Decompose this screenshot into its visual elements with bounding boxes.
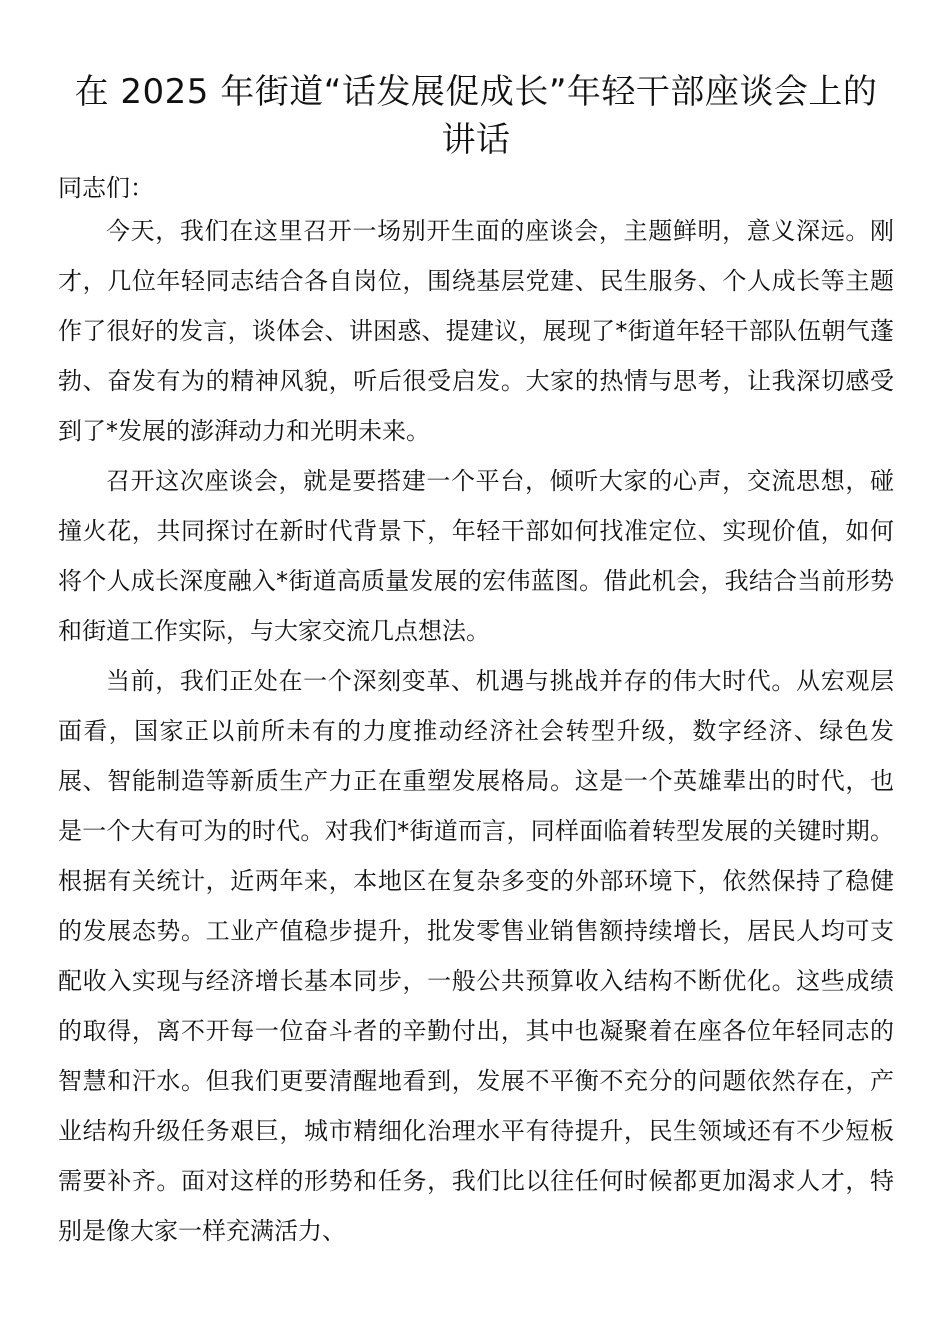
paragraph-1: 今天，我们在这里召开一场别开生面的座谈会，主题鲜明，意义深远。刚才，几位年轻同志结合各自岗位，围绕基层党建、民生服务、个人成长等主题作了很好的发言，谈体会、讲困惑、提建议，展现了*街道年轻干部队伍朝气蓬勃、奋发有为的精神风貌，听后很受启发。大家的热情与思考，让我深切感受到了*发展的澎湃动力和光明未来。 xyxy=(58,217,894,445)
paragraph-3: 当前，我们正处在一个深刻变革、机遇与挑战并存的伟大时代。从宏观层面看，国家正以前所未有的力度推动经济社会转型升级，数字经济、绿色发展、智能制造等新质生产力正在重塑发展格局。这是一个英雄辈出的时代，也是一个大有可为的时代。对我们*街道而言，同样面临着转型发展的关键时期。根据有关统计，近两年来，本地区在复杂多变的外部环境下，依然保持了稳健的发展态势。工业产值稳步提升，批发零售业销售额持续增长，居民人均可支配收入实现与经济增长基本同步，一般公共预算收入结构不断优化。这些成绩的取得，离不开每一位奋斗者的辛勤付出，其中也凝聚着在座各位年轻同志的智慧和汗水。但我们更要清醒地看到，发展不平衡不充分的问题依然存在，产业结构升级任务艰巨，城市精细化治理水平有待提升，民生领域还有不少短板需要补齐。面对这样的形势和任务，我们比以往任何时候都更加渴求人才，特别是像大家一样充满活力、 xyxy=(58,667,894,1245)
salutation: 同志们： xyxy=(58,174,154,202)
paragraph-2: 召开这次座谈会，就是要搭建一个平台，倾听大家的心声，交流思想，碰撞火花，共同探讨在新时代背景下，年轻干部如何找准定位、实现价值，如何将个人成长深度融入*街道高质量发展的宏伟蓝图。借此机会，我结合当前形势和街道工作实际，与大家交流几点想法。 xyxy=(58,467,894,645)
document-page xyxy=(58,68,894,1256)
document-title: 在 2025 年街道“话发展促成长”年轻干部座谈会上的讲话 xyxy=(74,72,878,160)
